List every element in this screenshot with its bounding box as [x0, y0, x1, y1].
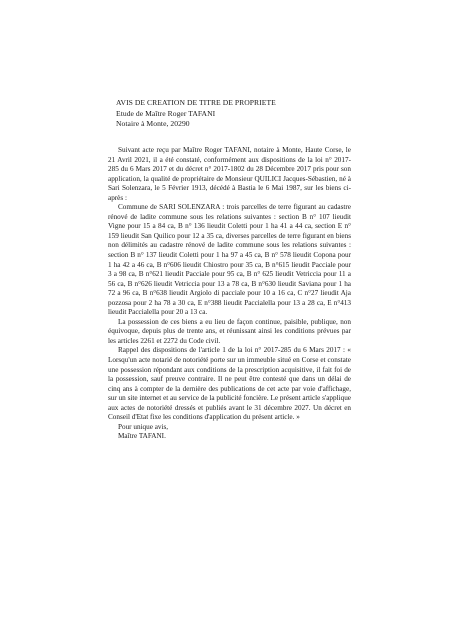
notice-body: [108, 146, 351, 442]
paragraph-acte: Suivant acte reçu par Maître Roger TAFANI, notaire à Monte, Haute Corse, le 21 Avril 2021, il a été constaté, conformément aux dispositions de la loi n° 2017-285 du 6 Mars 2017 et du décret n° 2017-1802 du 28 Décembre 2017 pris pour son application, la qualité de propriétaire de Monsieur QUILICI Jacques-Sébastien, né à Sari Solenzara, le 5 Février 1913, décédé à Bastia le 6 Mai 1987, sur les biens ci-après :: [108, 146, 351, 202]
closing-avis: Pour unique avis,: [118, 422, 169, 431]
notaire-line: Notaire à Monte, 20290: [116, 119, 190, 129]
closing-signature: Maître TAFANI.: [118, 432, 166, 441]
etude-line: Etude de Maître Roger TAFANI: [116, 108, 216, 118]
paragraph-parcelles: Commune de SARI SOLENZARA : trois parcelles de terre figurant au cadastre rénové de ladite commune sous les relations suivantes : section B n° 107 lieudit Vigne pour 15 a 84 ca, B n° 136 lieudit Coletti pour 1 ha 41 a 44 ca, section E n° 159 lieudit San Quilico pour 12 a 35 ca, diverses parcelles de terre figurant en biens non délimités au cadastre rénové de ladite commune sous les relations suivantes : section B n° 137 lieudit Coletti pour 1 ha 97 a 45 ca, B n° 578 lieudit Copona pour 1 ha 42 a 46 ca, B n°606 lieudit Chiostro pour 35 ca, B n°615 lieudit Pacciale pour 3 a 98 ca, B n°621 lieudit Pacciale pour 95 ca, B n° 625 lieudit Vetriccia pour 11 a 56 ca, B n°626 lieudit Vetriccia pour 13 a 78 ca, B n°630 lieudit Saviana pour 1 ha 72 a 96 ca, B n°638 lieudit Argiolo di pacciale pour 10 a 16 ca, C n°27 lieudit Aja pozzosa pour 2 ha 78 a 30 ca, E n°388 lieudit Paccialella pour 13 a 28 ca, E n°413 lieudit Paccialella pour 20 a 13 ca.: [108, 203, 351, 317]
notice-header: [116, 98, 276, 130]
paragraph-rappel-loi: Rappel des dispositions de l'article 1 de la loi n° 2017-285 du 6 Mars 2017 : « Lorsqu'un acte notarié de notoriété porte sur un immeuble situé en Corse et constate une possession répondant aux conditions de la prescription acquisitive, il fait foi de la possession, sauf preuve contraire. Il ne peut être contesté que dans un délai de cinq ans à compter de la dernière des publications de cet acte par voie d'affichage, sur un site internet et au service de la publicité foncière. Le présent article s'applique aux actes de notoriété dressés et publiés avant le 31 décembre 2027. Un décret en Conseil d'Etat fixe les conditions d'application du présent article. »: [108, 346, 351, 422]
paragraph-possession: La possession de ces biens a eu lieu de façon continue, paisible, publique, non équivoque, depuis plus de trente ans, et réunissant ainsi les conditions prévues par les articles 2261 et 2272 du Code civil.: [108, 317, 351, 345]
notice-title: AVIS DE CREATION DE TITRE DE PROPRIETE: [116, 98, 276, 107]
